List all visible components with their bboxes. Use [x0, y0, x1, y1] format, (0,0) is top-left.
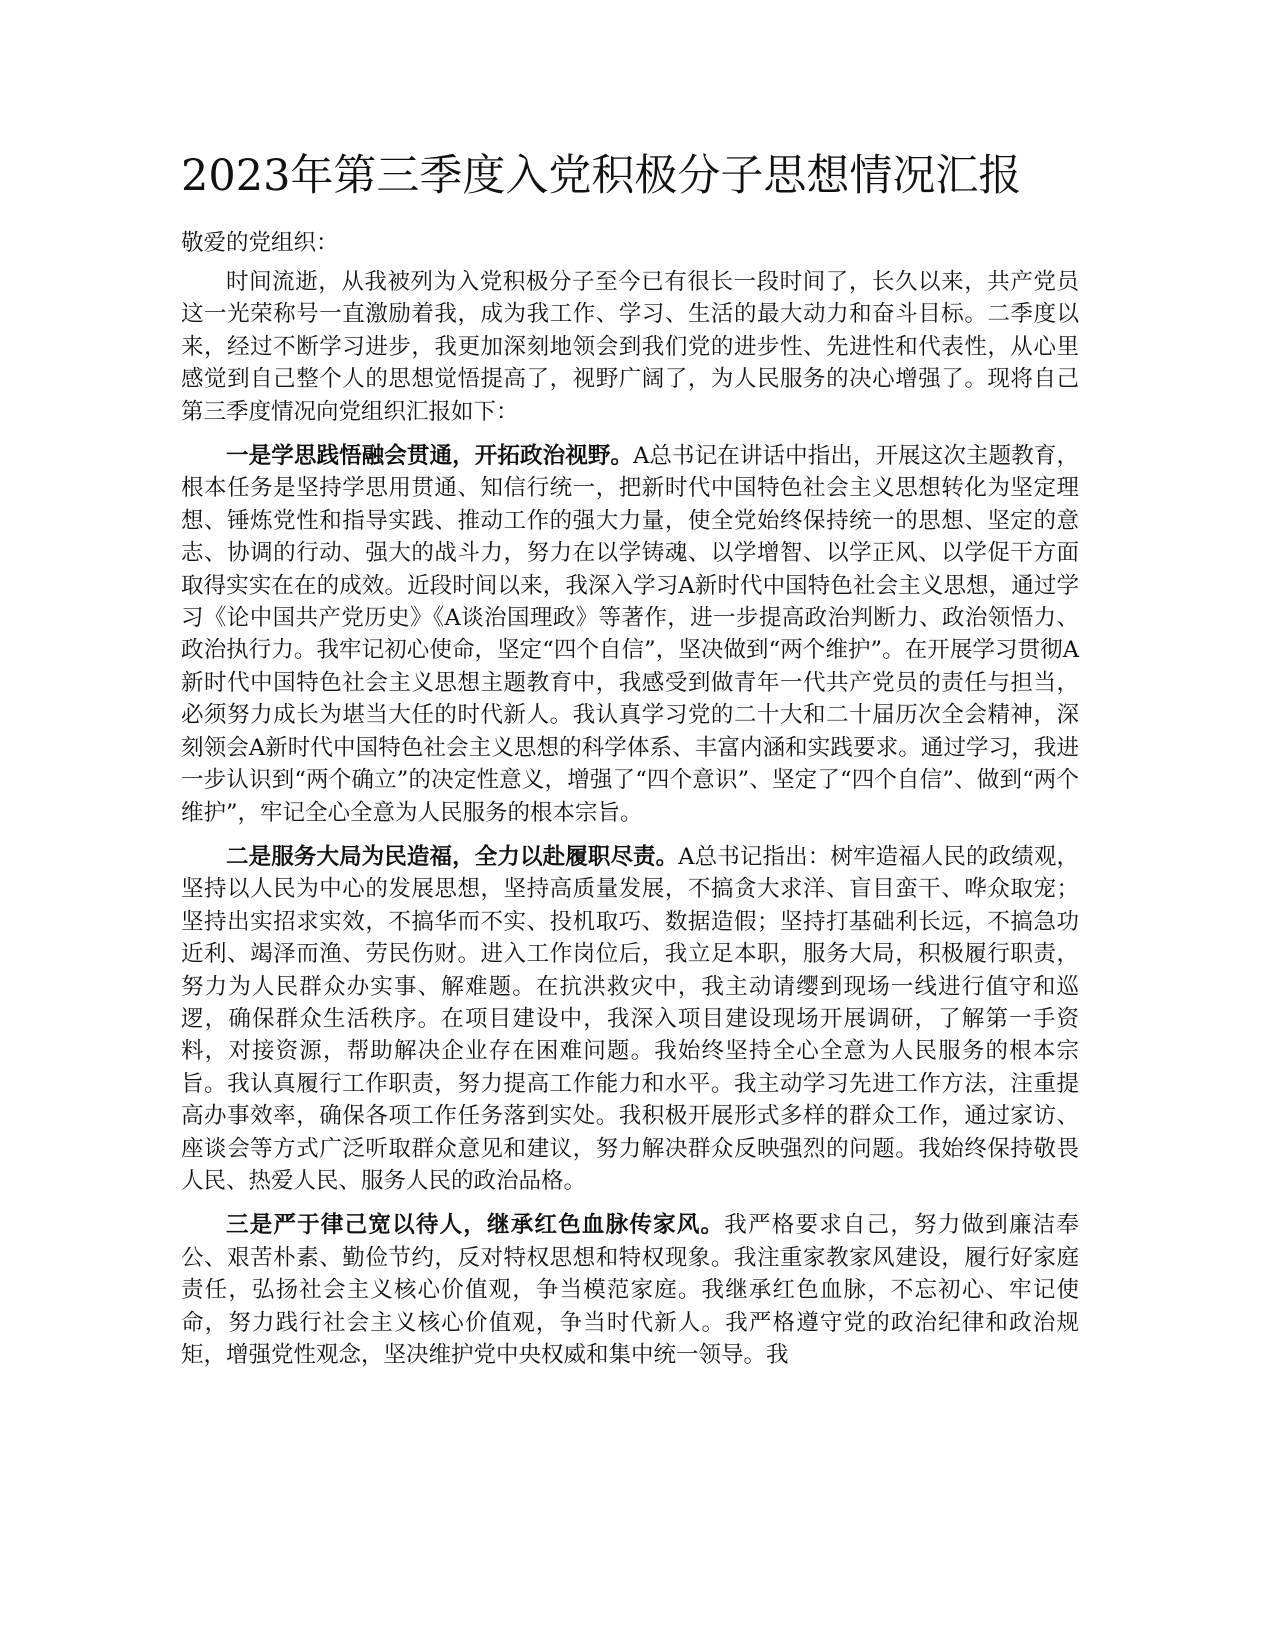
document-body — [181, 266, 1079, 1383]
intro-paragraph: 时间流逝，从我被列为入党积极分子至今已有很长一段时间了，长久以来，共产党员这一光荣称号一直激励着我，成为我工作、学习、生活的最大动力和奋斗目标。二季度以来，经过不断学习进步，我更加深刻地领会到我们党的进步性、先进性和代表性，从心里感觉到自己整个人的思想觉悟提高了，视野广阔了，为人民服务的决心增强了。现将自己第三季度情况向党组织汇报如下： — [181, 269, 1079, 425]
section-paragraph-3 — [181, 1209, 1079, 1371]
section-text-2: A总书记指出：树牢造福人民的政绩观，坚持以人民为中心的发展思想，坚持高质量发展，不搞贪大求洋、盲目蛮干、哗众取宠；坚持出实招求实效，不搞华而不实、投机取巧、数据造假；坚持打基础利长远，不搞急功近利、竭泽而渔、劳民伤财。进入工作岗位后，我立足本职，服务大局，积极履行职责，努力为人民群众办实事、解难题。在抗洪救灾中，我主动请缨到现场一线进行值守和巡逻，确保群众生活秩序。在项目建设中，我深入项目建设现场开展调研，了解第一手资料，对接资源，帮助解决企业存在困难问题。我始终坚持全心全意为人民服务的根本宗旨。我认真履行工作职责，努力提高工作能力和水平。我主动学习先进工作方法，注重提高办事效率，确保各项工作任务落到实处。我积极开展形式多样的群众工作，通过家访、座谈会等方式广泛听取群众意见和建议，努力解决群众反映强烈的问题。我始终保持敬畏人民、热爱人民、服务人民的政治品格。 — [181, 843, 1079, 1194]
section-paragraph-1 — [181, 440, 1079, 829]
section-text-1: A总书记在讲话中指出，开展这次主题教育，根本任务是坚持学思用贯通、知信行统一，把新时代中国特色社会主义思想转化为坚定理想、锤炼党性和指导实践、推动工作的强大力量，使全党始终保持统一的思想、坚定的意志、协调的行动、强大的战斗力，努力在以学铸魂、以学增智、以学正风、以学促干方面取得实实在在的成效。近段时间以来，我深入学习A新时代中国特色社会主义思想，通过学习《论中国共产党历史》《A谈治国理政》等著作，进一步提高政治判断力、政治领悟力、政治执行力。我牢记初心使命，坚定“四个自信”，坚决做到“两个维护”。在开展学习贯彻A新时代中国特色社会主义思想主题教育中，我感受到做青年一代共产党员的责任与担当，必须努力成长为堪当大任的时代新人。我认真学习党的二十大和二十届历次全会精神，深刻领会A新时代中国特色社会主义思想的科学体系、丰富内涵和实践要求。通过学习，我进一步认识到“两个确立”的决定性意义，增强了“四个意识”、坚定了“四个自信”、做到“两个维护”，牢记全心全意为人民服务的根本宗旨。 — [181, 443, 1079, 826]
section-heading-2: 二是服务大局为民造福，全力以赴履职尽责。 — [226, 843, 679, 870]
salutation: 敬爱的党组织： — [181, 230, 339, 256]
section-paragraph-2 — [181, 841, 1079, 1197]
section-text-3: 我严格要求自己，努力做到廉洁奉公、艰苦朴素、勤俭节约，反对特权思想和特权现象。我注重家教家风建设，履行好家庭责任，弘扬社会主义核心价值观，争当模范家庭。我继承红色血脉，不忘初心、牢记使命，努力践行社会主义核心价值观，争当时代新人。我严格遵守党的政治纪律和政治规矩，增强党性观念，坚决维护党中央权威和集中统一领导。我 — [181, 1212, 1079, 1368]
document-title: 2023年第三季度入党积极分子思想情况汇报 — [181, 151, 1022, 201]
section-heading-3: 三是严于律己宽以待人，继承红色血脉传家风。 — [226, 1212, 725, 1239]
section-heading-1: 一是学思践悟融会贯通，开拓政治视野。 — [226, 443, 634, 470]
